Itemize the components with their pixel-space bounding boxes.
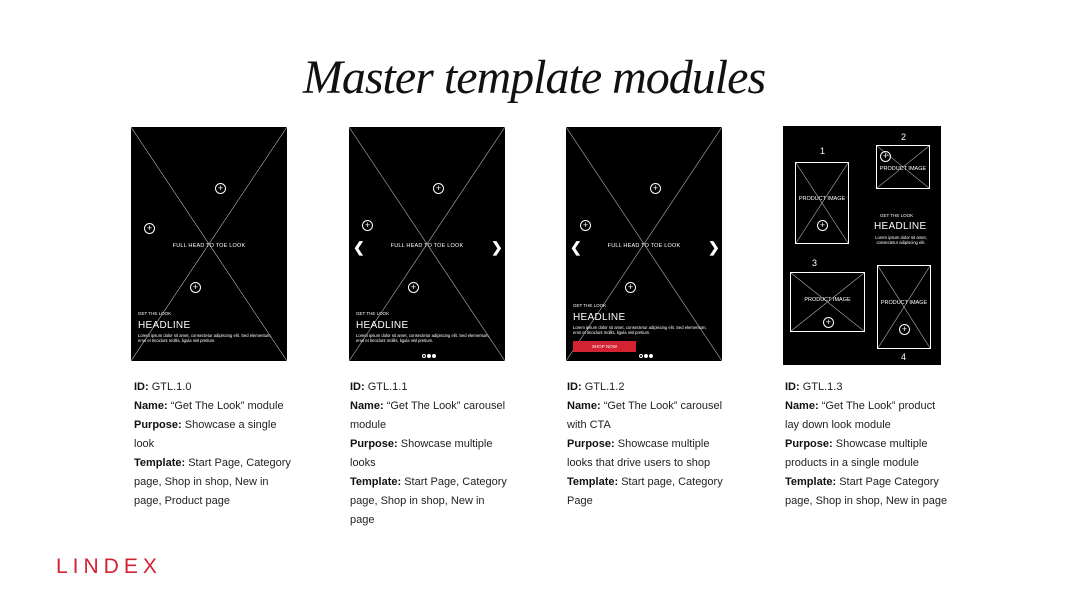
lindex-logo: LINDEX [56,555,162,578]
carousel-dot-icon[interactable] [427,354,431,358]
module-info-gtl-1-1 [350,378,508,530]
get-the-look-label: GET THE LOOK [573,303,607,308]
purpose-label: Purpose: [350,438,398,450]
plus-circle-icon[interactable]: + [880,151,891,162]
module-preview-gtl-1-1 [349,127,505,361]
product-image-slot[interactable] [795,162,849,244]
slide-title: Master template modules [302,51,766,104]
chevron-left-icon[interactable]: ❮ [570,239,582,255]
product-image-slot[interactable] [790,272,865,332]
template-label: Template: [567,476,619,488]
name-label: Name: [567,400,601,412]
center-label: FULL HEAD TO TOE LOOK [607,243,681,249]
product-image-label: PRODUCT IMAGE [798,196,846,202]
module-purpose: Showcase multiple products in a single module [785,438,928,469]
plus-circle-icon[interactable]: + [408,282,419,293]
headline: HEADLINE [573,312,626,323]
body-text: Lorem ipsum dolor sit amet, consectetur adipiscing elit. [875,235,927,245]
plus-circle-icon[interactable]: + [215,183,226,194]
name-label: Name: [350,400,384,412]
module-name: “Get The Look” carousel module [350,400,506,431]
carousel-dot-icon[interactable] [639,354,643,358]
plus-circle-icon[interactable]: + [362,220,373,231]
get-the-look-label: GET THE LOOK [880,213,914,218]
module-name: “Get The Look” carousel with CTA [567,400,723,431]
carousel-dot-icon[interactable] [422,354,426,358]
product-image-label: PRODUCT IMAGE [880,300,928,306]
id-label: ID: [134,381,149,393]
purpose-label: Purpose: [567,438,615,450]
product-image-label: PRODUCT IMAGE [804,297,851,303]
purpose-label: Purpose: [785,438,833,450]
plus-circle-icon[interactable]: + [190,282,201,293]
module-preview-gtl-1-3 [783,126,941,365]
module-name: “Get The Look” product lay down look module [785,400,936,431]
chevron-right-icon[interactable]: ❯ [708,239,720,255]
carousel-dot-icon[interactable] [432,354,436,358]
carousel-dots[interactable] [422,354,436,358]
center-label: FULL HEAD TO TOE LOOK [172,243,246,249]
module-id: GTL.1.2 [584,381,625,393]
module-id: GTL.1.3 [802,381,843,393]
headline: HEADLINE [356,320,409,331]
module-id: GTL.1.0 [151,381,192,393]
module-name: “Get The Look” module [170,400,284,412]
module-purpose: Showcase multiple looks [350,438,493,469]
slot-number: 4 [901,352,907,362]
plus-circle-icon[interactable]: + [433,183,444,194]
plus-circle-icon[interactable]: + [144,223,155,234]
plus-circle-icon[interactable]: + [823,317,834,328]
module-info-gtl-1-3 [785,378,950,511]
template-label: Template: [785,476,837,488]
get-the-look-label: GET THE LOOK [356,311,390,316]
product-image-slot[interactable] [877,265,931,349]
slot-number: 1 [820,146,826,156]
module-preview-gtl-1-2 [566,127,722,361]
plus-circle-icon[interactable]: + [899,324,910,335]
chevron-right-icon[interactable]: ❯ [491,239,503,255]
get-the-look-label: GET THE LOOK [138,311,172,316]
module-template: Start page, Category Page [567,476,723,507]
headline: HEADLINE [138,320,191,331]
plus-circle-icon[interactable]: + [625,282,636,293]
body-text: Lorem ipsum dolor sit amet, consectetur adipiscing elit. Sed elementum, eros et tincidunt mollis, ligula nisl pretium. [573,325,707,335]
module-preview-gtl-1-0 [131,127,287,361]
shop-now-button[interactable]: SHOP NOW [573,341,636,352]
center-label: FULL HEAD TO TOE LOOK [390,243,464,249]
chevron-left-icon[interactable]: ❮ [353,239,365,255]
module-template: Start Page Category page, Shop in shop, New in page [785,476,948,507]
name-label: Name: [785,400,819,412]
module-info-gtl-1-2 [567,378,725,511]
module-purpose: Showcase a single look [134,419,277,450]
plus-circle-icon[interactable]: + [650,183,661,194]
carousel-dots[interactable] [639,354,653,358]
plus-circle-icon[interactable]: + [817,220,828,231]
purpose-label: Purpose: [134,419,182,431]
body-text: Lorem ipsum dolor sit amet, consectetur adipiscing elit. Sed elementum, eros et tincidunt mollis, ligula nisl pretium. [356,333,490,343]
body-text: Lorem ipsum dolor sit amet, consectetur adipiscing elit. Sed elementum, eros et tincidunt mollis, ligula nisl pretium. [138,333,272,343]
product-image-label: PRODUCT IMAGE [879,166,927,172]
template-label: Template: [134,457,186,469]
template-label: Template: [350,476,402,488]
id-label: ID: [350,381,365,393]
module-purpose: Showcase multiple looks that drive users to shop [567,438,711,469]
carousel-dot-icon[interactable] [649,354,653,358]
carousel-dot-icon[interactable] [644,354,648,358]
slot-number: 3 [812,258,818,268]
name-label: Name: [134,400,168,412]
module-id: GTL.1.1 [367,381,408,393]
product-image-slot[interactable] [876,145,930,189]
id-label: ID: [785,381,800,393]
plus-circle-icon[interactable]: + [580,220,591,231]
slot-number: 2 [901,132,907,142]
id-label: ID: [567,381,582,393]
module-template: Start Page, Category page, Shop in shop, New in page [350,476,507,526]
headline: HEADLINE [874,221,927,232]
module-info-gtl-1-0 [134,378,294,511]
module-template: Start Page, Category page, Shop in shop, New in page, Product page [134,457,291,507]
